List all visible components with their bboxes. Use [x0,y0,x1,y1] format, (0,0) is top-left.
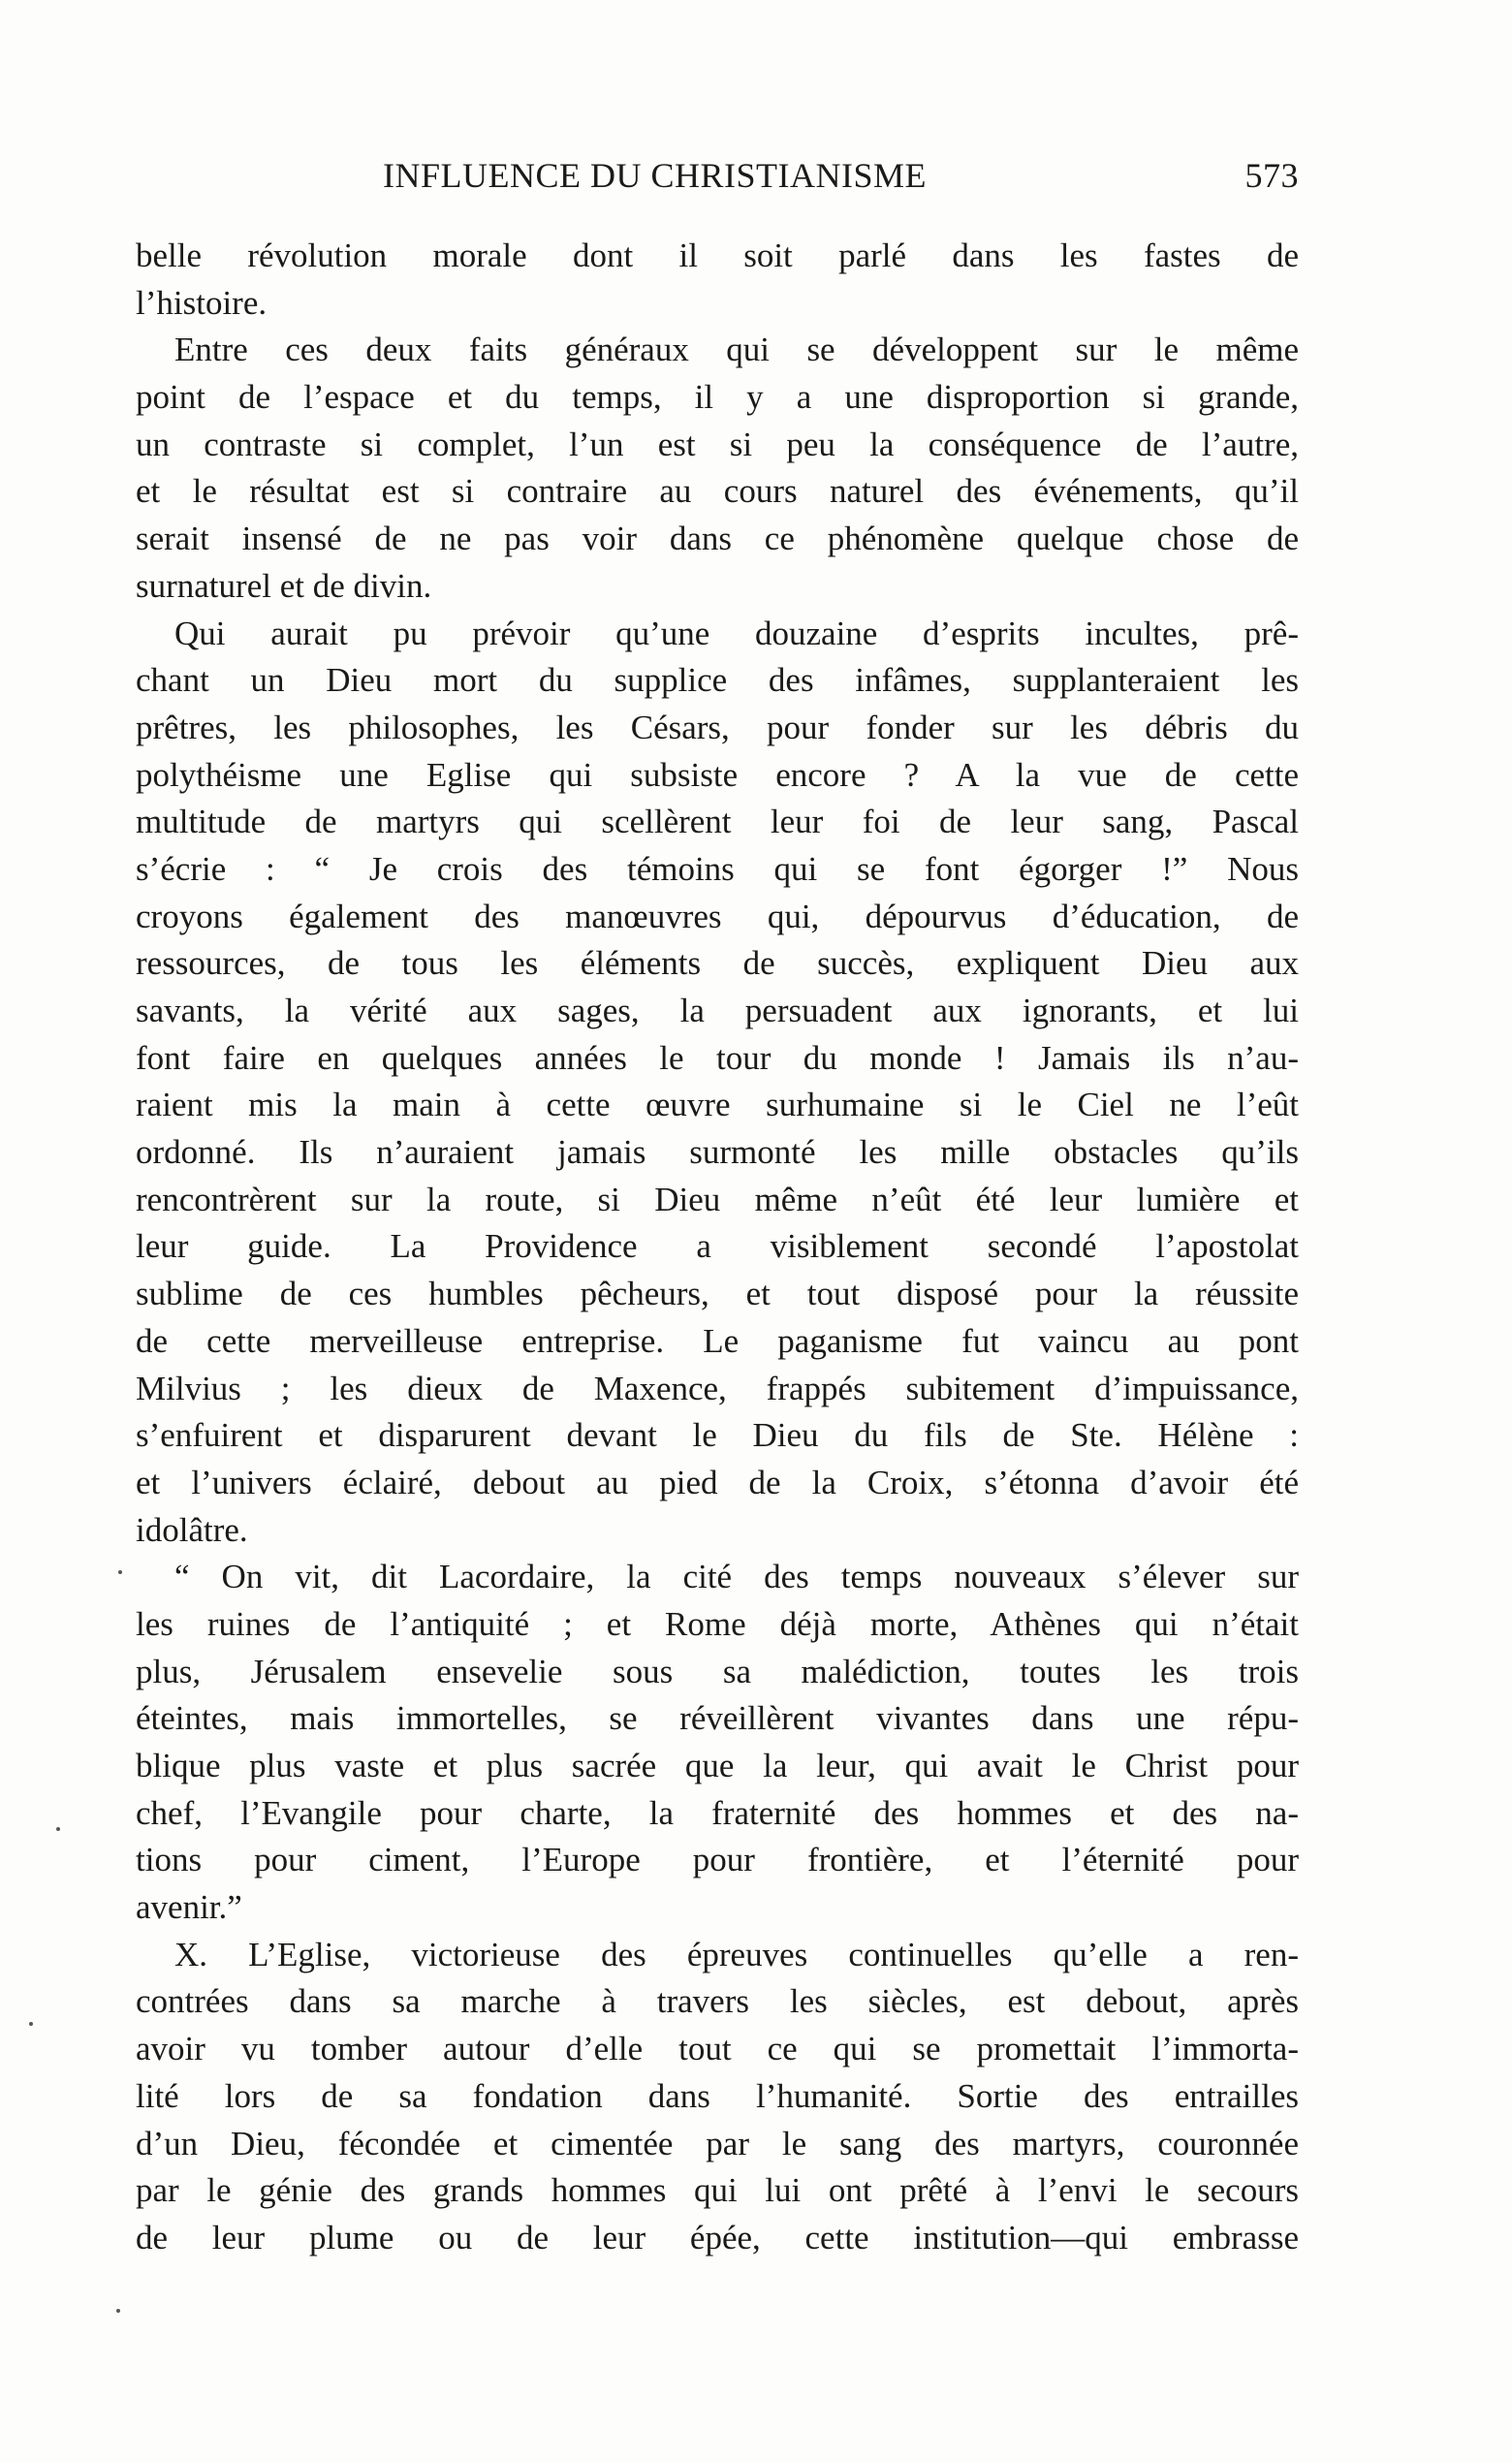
text-line: l’histoire. [136,283,268,322]
text-line: avoir vu tomber autour d’elle tout ce qui se promettait l’immorta- [136,2030,1299,2068]
print-speck [118,1570,122,1574]
text-line: contrées dans sa marche à travers les siècles, est debout, après [136,1982,1299,2021]
page-number: 573 [1244,156,1299,195]
print-speck [29,2022,33,2026]
running-head-title: INFLUENCE DU CHRISTIANISME [383,156,927,195]
text-line: tions pour ciment, l’Europe pour frontière, et l’éternité pour [136,1841,1299,1879]
body-text [136,233,1299,2262]
text-line: savants, la vérité aux sages, la persuadent aux ignorants, et lui [136,992,1299,1029]
text-line: sublime de ces humbles pêcheurs, et tout disposé pour la réussite [136,1275,1299,1313]
text-line: leur guide. La Providence a visiblement secondé l’apostolat [136,1227,1299,1266]
text-line: chef, l’Evangile pour charte, la fraternité des hommes et des na- [136,1793,1299,1832]
print-speck [116,2309,120,2313]
text-line: et le résultat est si contraire au cours naturel des événements, qu’il [136,472,1299,511]
text-line: Qui aurait pu prévoir qu’une douzaine d’esprits incultes, prê- [174,614,1299,652]
text-line: s’écrie : “ Je crois des témoins qui se font égorger !” Nous [136,849,1299,888]
text-line: idolâtre. [136,1510,248,1549]
text-line: plus, Jérusalem ensevelie sous sa malédiction, toutes les trois [136,1652,1299,1690]
text-line: ordonné. Ils n’auraient jamais surmonté les mille obstacles qu’ils [136,1133,1299,1172]
text-line: belle révolution morale dont il soit parlé dans les fastes de [136,237,1299,274]
text-line: surnaturel et de divin. [136,566,432,605]
text-line: point de l’espace et du temps, il y a une disproportion si grande, [136,378,1299,417]
running-head [136,155,1299,198]
text-line: prêtres, les philosophes, les Césars, pour fonder sur les débris du [136,708,1299,746]
text-line: de leur plume ou de leur épée, cette institution—qui embrasse [136,2218,1299,2257]
text-line: avenir.” [136,1888,242,1927]
text-line: font faire en quelques années le tour du monde ! Jamais ils n’au- [136,1038,1299,1077]
text-line: et l’univers éclairé, debout au pied de la Croix, s’étonna d’avoir été [136,1463,1299,1501]
text-line: polythéisme une Eglise qui subsiste encore ? A la vue de cette [136,755,1299,794]
text-line: croyons également des manœuvres qui, dépourvus d’éducation, de [136,897,1299,935]
text-line: chant un Dieu mort du supplice des infâmes, supplanteraient les [136,661,1299,700]
text-line: de cette merveilleuse entreprise. Le paganisme fut vaincu au pont [136,1321,1299,1360]
text-line: “ On vit, dit Lacordaire, la cité des temps nouveaux s’élever sur [174,1558,1299,1596]
text-line: lité lors de sa fondation dans l’humanité. Sortie des entrailles [136,2076,1299,2115]
text-line: serait insensé de ne pas voir dans ce phénomène quelque chose de [136,520,1299,558]
text-line: blique plus vaste et plus sacrée que la leur, qui avait le Christ pour [136,1747,1299,1784]
text-line: rencontrèrent sur la route, si Dieu même n’eût été leur lumière et [136,1180,1299,1218]
text-line: ressources, de tous les éléments de succès, expliquent Dieu aux [136,944,1299,983]
text-line: raient mis la main à cette œuvre surhumaine si le Ciel ne l’eût [136,1086,1299,1124]
text-line: d’un Dieu, fécondée et cimentée par le sang des martyrs, couronnée [136,2124,1299,2162]
text-line: par le génie des grands hommes qui lui ont prêté à l’envi le secours [136,2171,1299,2210]
text-line: X. L’Eglise, victorieuse des épreuves continuelles qu’elle a ren- [174,1935,1299,1973]
text-line: un contraste si complet, l’un est si peu la conséquence de l’autre, [136,425,1299,463]
text-line: les ruines de l’antiquité ; et Rome déjà morte, Athènes qui n’était [136,1604,1299,1643]
text-line: Entre ces deux faits généraux qui se développent sur le même [174,331,1299,369]
text-line: s’enfuirent et disparurent devant le Dieu du fils de Ste. Hélène : [136,1416,1299,1455]
text-line: éteintes, mais immortelles, se réveillèrent vivantes dans une répu- [136,1699,1299,1738]
text-line: multitude de martyrs qui scellèrent leur foi de leur sang, Pascal [136,803,1299,841]
print-speck [56,1827,60,1831]
text-line: Milvius ; les dieux de Maxence, frappés subitement d’impuissance, [136,1369,1299,1407]
